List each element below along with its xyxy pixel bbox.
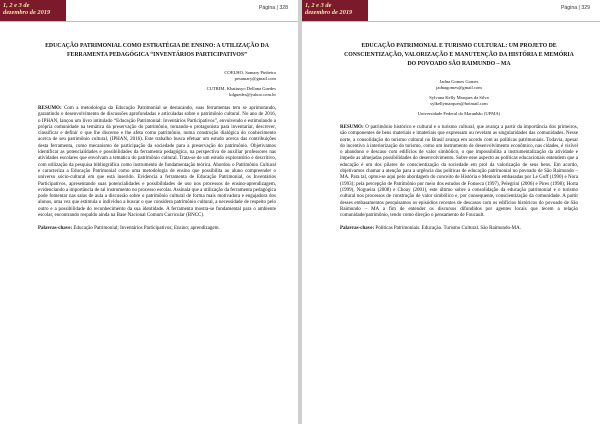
- affiliation: Universidade Federal do Maranhão (UFMA): [417, 111, 501, 116]
- banner-line-2: dezembro de 2019: [3, 9, 51, 16]
- article-title: EDUCAÇÃO PATRIMONIAL E TURISMO CULTURAL: UM PROJETO DE CONSCIENTIZAÇÃO, VALORIZAÇÃO E MANUTENÇÃO DA HISTÓRIA E MEMÓRIA DO POVOADO SÃO RAIMUNDO – MA: [344, 43, 574, 67]
- author-name: COELHO, Samary Pinheiro: [224, 70, 276, 75]
- abstract-text: Com a metodologia da Educação Patrimonial se destacando, suas ferramentas tem se aprimorando, garantindo o desenvolvimento de discussões aprofundadas e articuladas sobre o patrimônio cultural. No ano de 2016, o IPHAN, lançou um livro intitulado “Educação Patrimonial: Inventários Participativos”, envolvendo e estimulando a própria comunidade na temática da preservação do patrimônio, tornando-o protagonista para inventariar, descrever, classificar e definir o que lhe discerne e lhe afeta como patrimônio, numa construção dialógica do conhecimento acerca de seu patrimônio cultural, (IPHAN, 2016). Este trabalho busca efetuar um estudo acerca das contribuições desta ferramenta, como mecanismo de participação da sociedade para a preservação do patrimônio. Objetivamos identificar as potencialidades e possibilidades da ferramenta pedagógica, na perspectiva de auxiliar professores nas atividades escolares que envolvam a temática do patrimônio cultural. Trata-se de um estudo exploratório e descritivo, com utilização da pesquisa bibliográfica como instrumento de fundamentação teórica. Abordou o Patrimônio Cultural e caracteriza a Educação Patrimonial como uma metodologia de ensino que possibilita ao aluno compreender o universo sócio-cultural em que está inserido. Evidencia a ferramenta de Educação Patrimonial, os Inventários Participativos, apresentando suas potencialidades e possibilidades de uso nos processos de ensino-aprendizagem, evidenciando a importância de tal instrumento no processo escolar. Assinala que a utilização da ferramenta pedagógica pode fomentar nas salas de aula a discussão sobre o patrimônio cultural de forma mais motivadora e engajadora dos alunos, uma vez que estimula o indivíduo a buscar o que considera patrimônio cultural, a necessidade de respeito pelo outro e a possibilidade do reconhecimento da sua identidade. A ferramenta mostra-se fundamental para o ambiente escolar, encontrando respaldo ainda na Base Nacional Comum Curricular (BNCC).: [38, 106, 276, 219]
- keywords-text: Políticas Patrimoniais. Educação. Turismo Cultural. São Raimundo-MA.: [375, 226, 521, 232]
- abstract: [340, 125, 578, 219]
- author-block: [340, 79, 578, 117]
- keywords: [38, 226, 276, 232]
- page-number: Página | 328: [258, 5, 288, 11]
- author-name: Jadna Gomes Gomes: [439, 79, 479, 84]
- author-email: kdguedes@yahoo.com.br: [229, 92, 276, 97]
- page-number: Página | 329: [560, 5, 590, 11]
- keywords: [340, 226, 578, 232]
- article-title: EDUCAÇÃO PATRIMONIAL COMO ESTRATÉGIA DE ENSINO: A UTILIZAÇÃO DA FERRAMENTA PEDAGÓGICA “INVENTÁRIOS PARTICIPATIVOS”: [45, 43, 269, 58]
- author-name: Sylvana Kelly Marques da Silva: [429, 95, 489, 100]
- abstract: [38, 106, 276, 219]
- left-page: [0, 0, 298, 424]
- abstract-text: O patrimônio histórico e cultural e o turismo cultural, que avança a partir da importância dos primeiros, são componentes de bens materiais e imateriais que expressam ou revelam as singularidades das comunidades. Nesse norte, a consolidação do turismo cultural no Brasil avança em acordo com as políticas patrimoniais. Todavia, apesar do incentivo à interiorização do turismo, como um instrumento de desenvolvimento econômico, nas cidades, é visível o abandono e descaso com edifícios de valor simbólico, o que impossibilita a instrumentalização da atividade e impede as almejadas possibilidades do desenvolvimento. Sobre esse aspecto as políticas educacionais entendem que a educação é um dos pilares de conscientização da sociedade em prol da valorização de seus bens. Em acordo, objetivamos chamar a atenção para a urgência das políticas de educação patrimonial no povoado de São Raimundo – MA. Para tal, optou-se aqui pelo abordagem do conceito de História e Memória embasadas por Le Goff (1990) e Nora (1993); pela percepção de Patrimônio por meio dos estudos de Fonseca (1997), Pelegrini (2006) e Pires (1998); Horta (1999), Nogueira (2008) e Choay (2001), este último sobre a consolidação da educação patrimonial e o turismo cultural nos processos de construção de valor simbólico e, por consequente, conscientização da comunidade. A partir desses embasamentos pesquisamos os episódios recentes de descasos com os edifícios históricos do povoado de São Raimundo – MA a fim de entender os discursos difundidos por agentes locais que tecem a relação comunidade/patrimônio, tendo como direção o pensamento de Foucault.: [340, 125, 578, 219]
- author-name: CUTRIM, Khatiusyo Dellana Guedes: [206, 86, 276, 91]
- keywords-label: Palavras-chave:: [340, 226, 375, 232]
- right-article: [340, 42, 578, 233]
- keywords-label: Palavras-chave:: [38, 226, 73, 232]
- keywords-text: Educação Patrimonial; Inventários Participativos; Ensino; aprendizagem.: [73, 226, 220, 232]
- left-article: [38, 42, 276, 233]
- author-email: pesamary@gmail.com: [234, 76, 276, 81]
- header-divider: [0, 21, 298, 22]
- abstract-label: RESUMO:: [38, 106, 62, 111]
- abstract-label: RESUMO:: [340, 125, 364, 130]
- event-banner: [302, 0, 368, 22]
- banner-line-1: 1, 2 e 3 de: [305, 2, 332, 9]
- banner-line-2: dezembro de 2019: [305, 9, 353, 16]
- author-email: sylkellymarques@hotmail.com: [430, 101, 488, 106]
- banner-line-1: 1, 2 e 3 de: [3, 2, 30, 9]
- right-page: [302, 0, 600, 424]
- header-divider: [302, 21, 600, 22]
- event-banner: [0, 0, 66, 22]
- author-email: jadnagomes@gmail.com: [436, 85, 482, 90]
